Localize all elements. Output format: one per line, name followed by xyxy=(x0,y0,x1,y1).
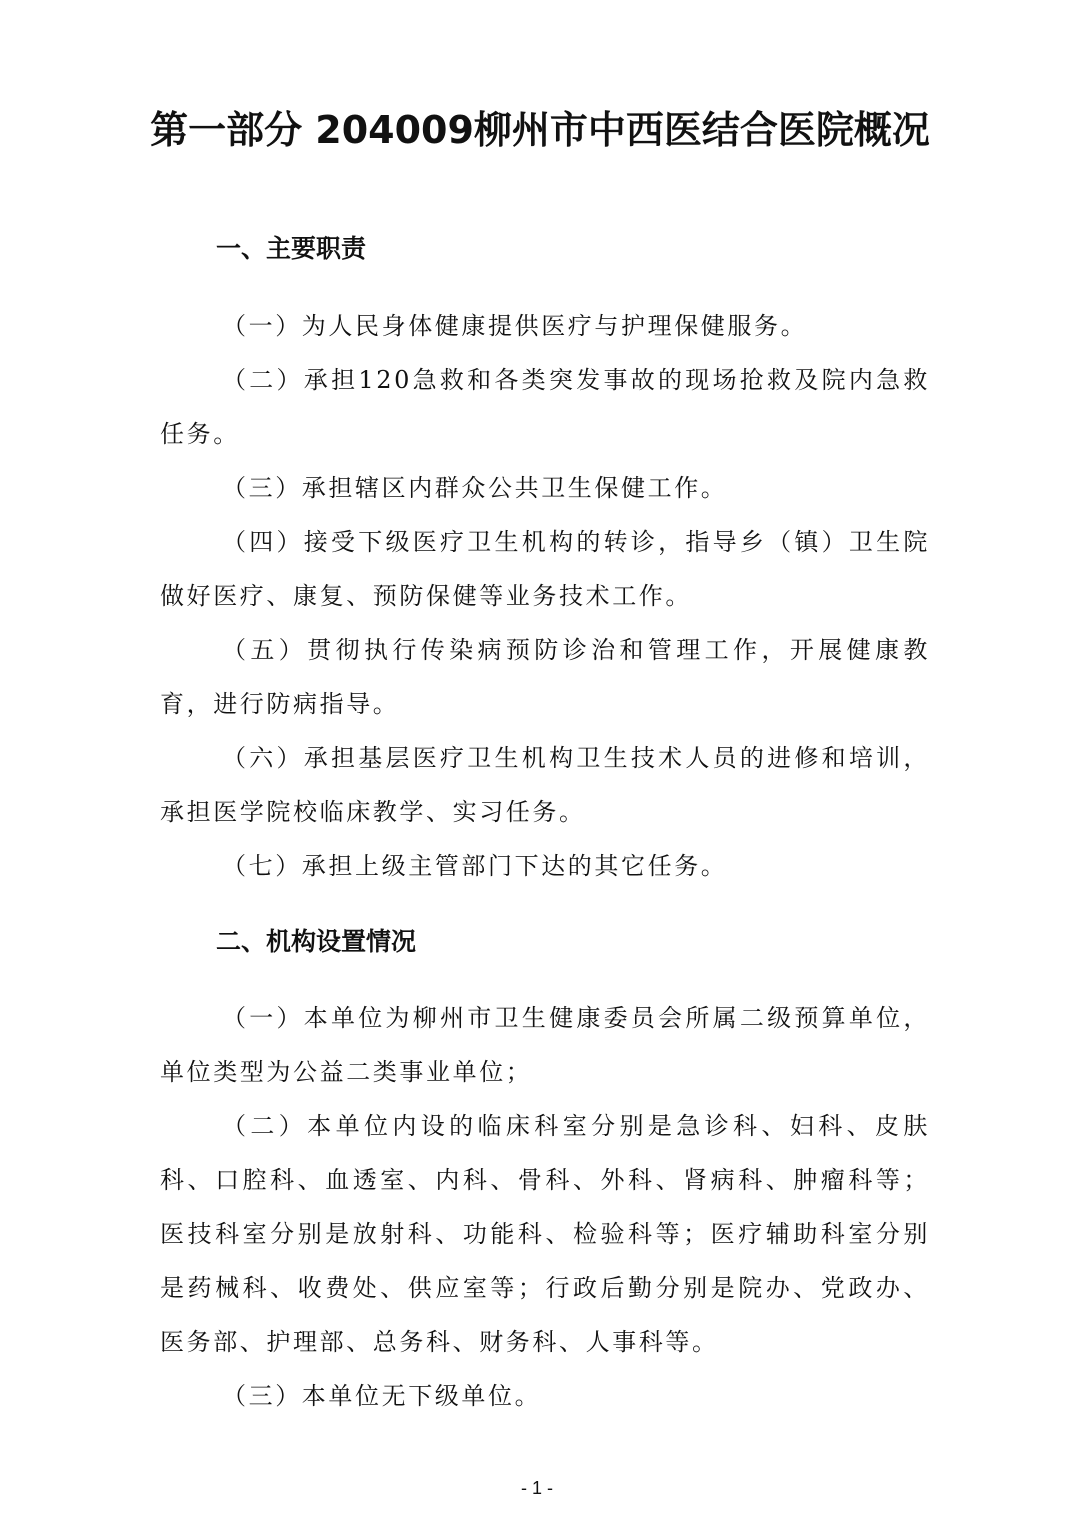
document-title: 第一部分 204009柳州市中西医结合医院概况 xyxy=(150,108,930,152)
duty-paragraph-1: （一）为人民身体健康提供医疗与护理保健服务。 xyxy=(222,312,808,340)
org-paragraph-2: （二）本单位内设的临床科室分别是急诊科、妇科、皮肤科、口腔科、血透室、内科、骨科、外科、肾病科、肿瘤科等；医技科室分别是放射科、功能科、检验科等；医疗辅助科室分别是药械科、收费处、供应室等；行政后勤分别是院办、党政办、医务部、护理部、总务科、财务科、人事科等。 xyxy=(160,1112,930,1356)
section-heading-main-duties: 一、主要职责 xyxy=(216,234,367,263)
duty-paragraph-5: （五）贯彻执行传染病预防诊治和管理工作，开展健康教育，进行防病指导。 xyxy=(160,636,930,718)
section-heading-org-structure: 二、机构设置情况 xyxy=(216,927,417,956)
duty-paragraph-2: （二）承担120急救和各类突发事故的现场抢救及院内急救任务。 xyxy=(160,366,930,448)
duty-paragraph-3: （三）承担辖区内群众公共卫生保健工作。 xyxy=(222,474,728,502)
duty-paragraph-6: （六）承担基层医疗卫生机构卫生技术人员的进修和培训，承担医学院校临床教学、实习任务。 xyxy=(160,744,930,826)
org-paragraph-1: （一）本单位为柳州市卫生健康委员会所属二级预算单位，单位类型为公益二类事业单位； xyxy=(160,1004,930,1086)
org-paragraph-3: （三）本单位无下级单位。 xyxy=(222,1382,542,1410)
duty-paragraph-7: （七）承担上级主管部门下达的其它任务。 xyxy=(222,852,728,880)
duty-paragraph-4: （四）接受下级医疗卫生机构的转诊，指导乡（镇）卫生院做好医疗、康复、预防保健等业务技术工作。 xyxy=(160,528,930,610)
page-number: - 1 - xyxy=(520,1478,553,1498)
